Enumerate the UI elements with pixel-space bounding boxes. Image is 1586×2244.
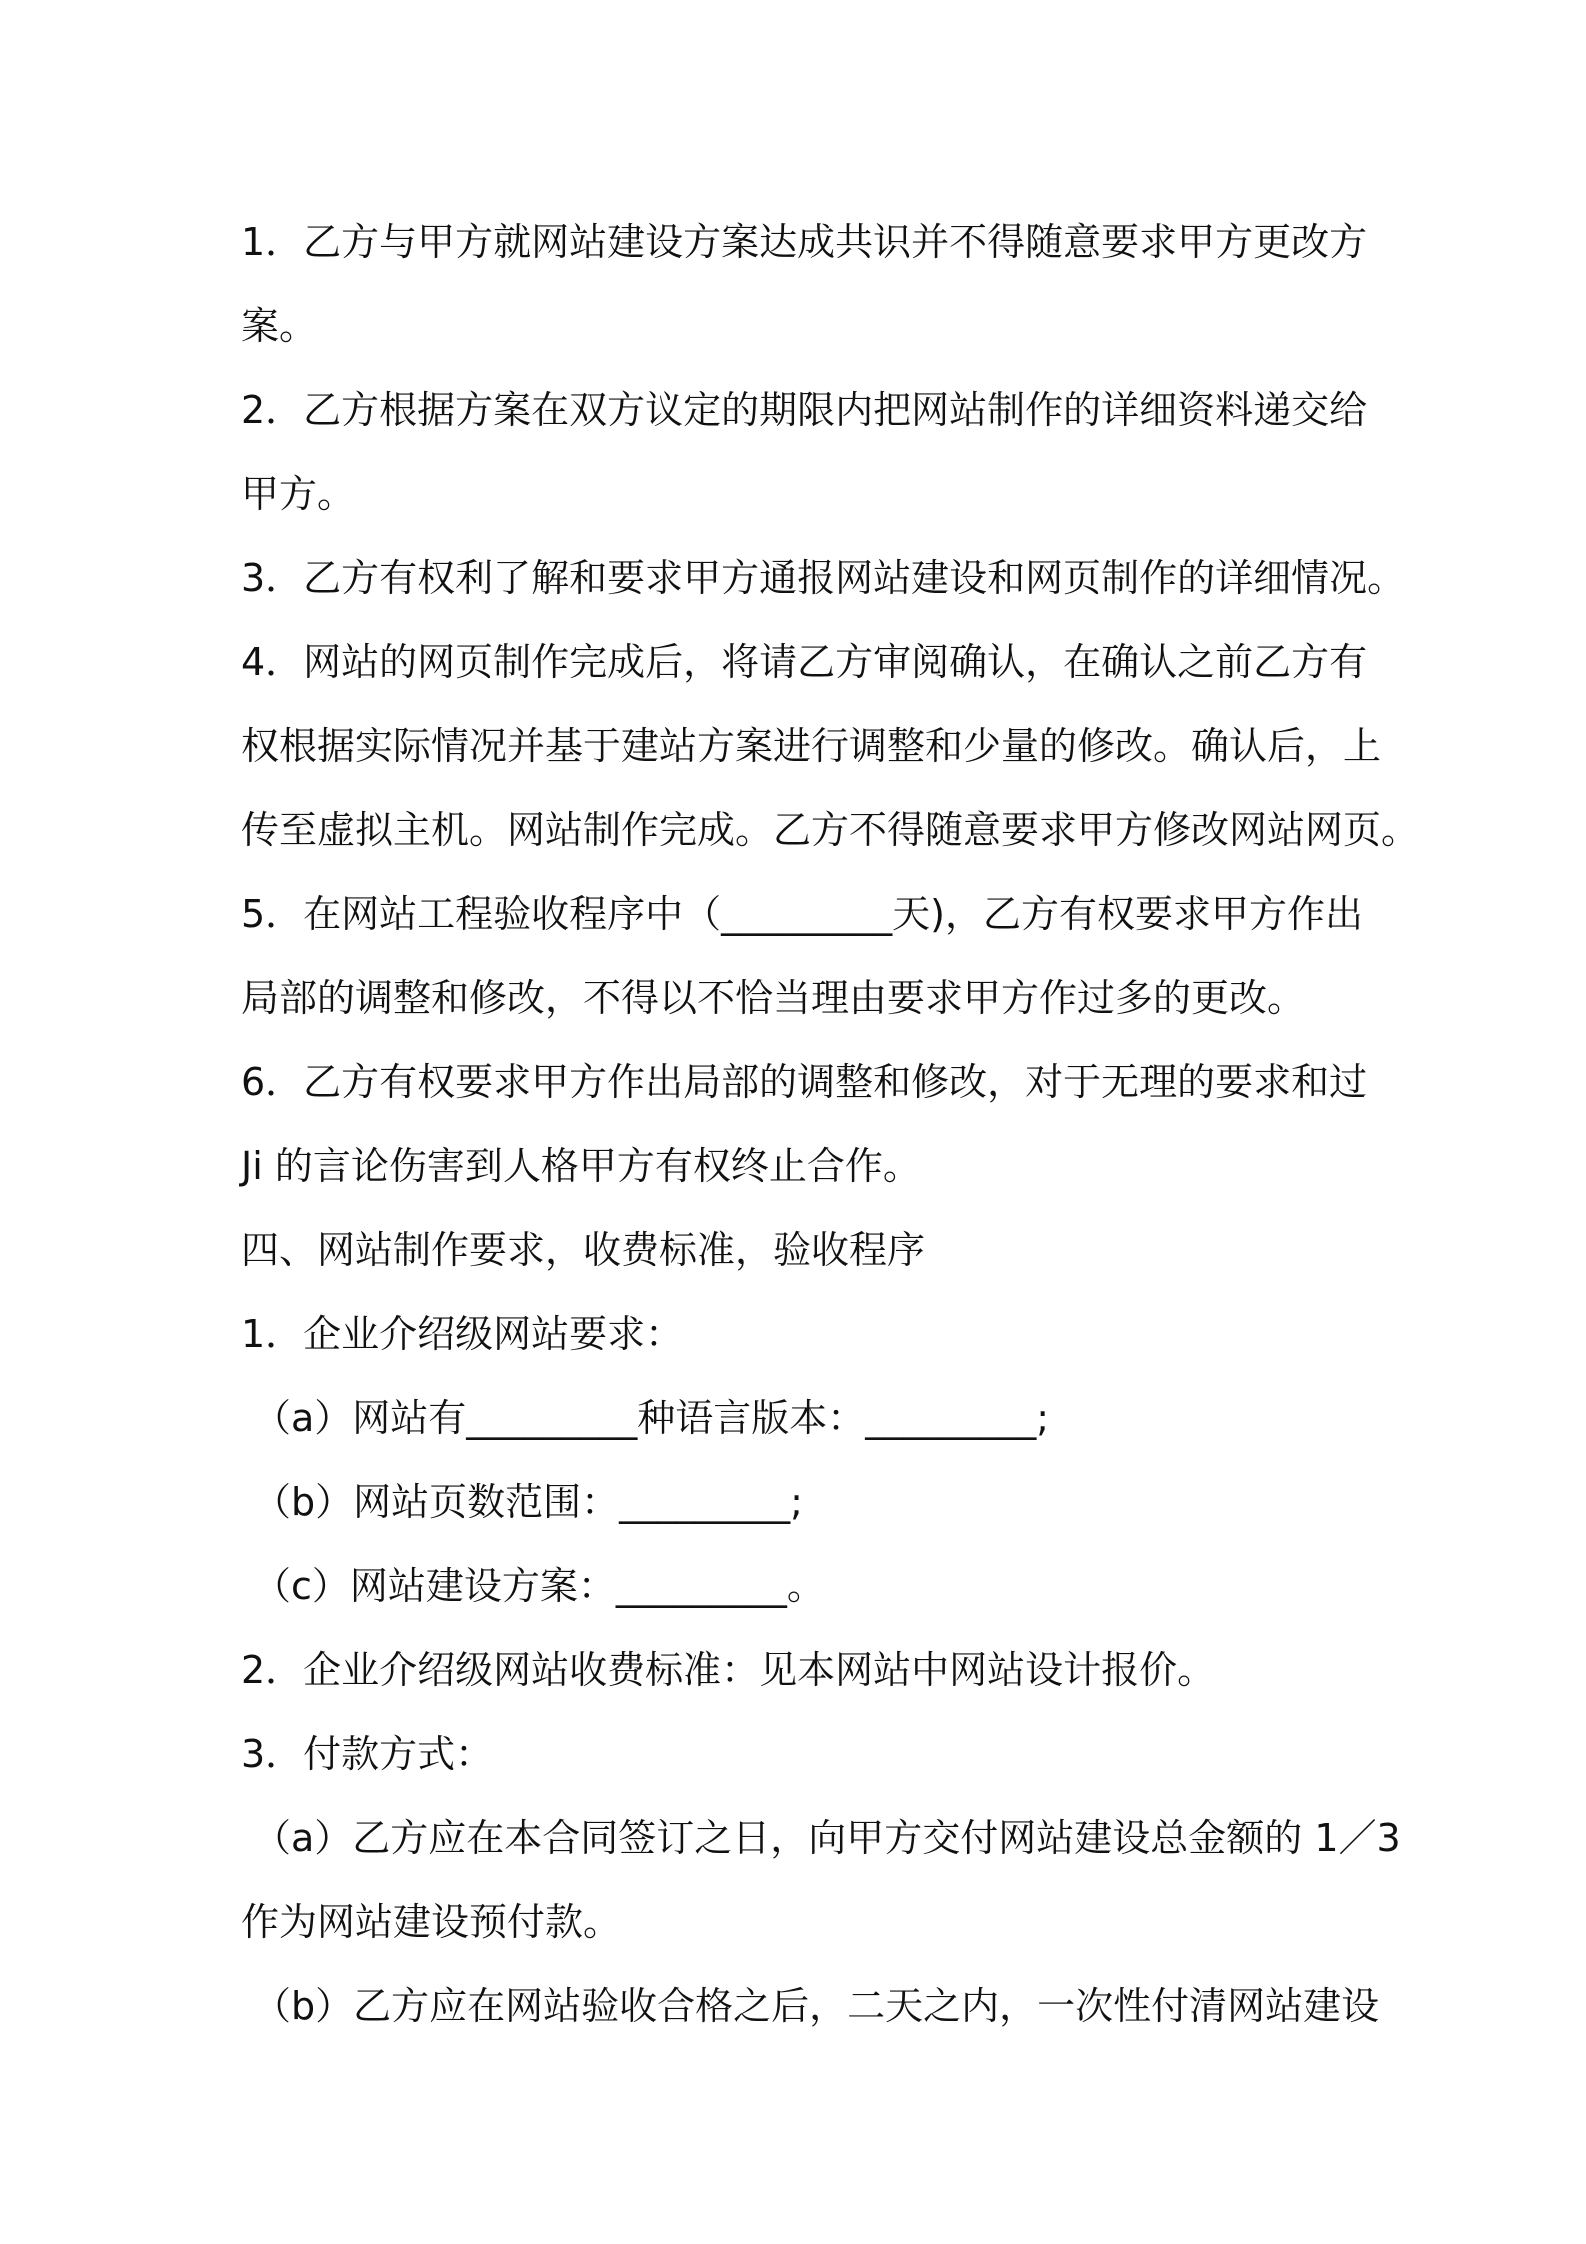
clause-4-line-3: 传至虚拟主机。网站制作完成。乙方不得随意要求甲方修改网站网页。: [241, 808, 1420, 852]
clause-5-line-1: 5．在网站工程验收程序中（_________天)，乙方有权要求甲方作出: [241, 892, 1364, 936]
payment-sub-a-line-1: （a）乙方应在本合同签订之日，向甲方交付网站建设总金额的 1／3: [253, 1816, 1401, 1860]
clause-6-line-2: Ji 的言论伤害到人格甲方有权终止合作。: [241, 1144, 921, 1188]
requirements-sub-c: （c）网站建设方案：_________。: [253, 1564, 825, 1608]
clause-1-line-1: 1．乙方与甲方就网站建设方案达成共识并不得随意要求甲方更改方: [241, 220, 1368, 264]
payment-method-item-3: 3．付款方式：: [241, 1732, 494, 1776]
clause-5-line-2: 局部的调整和修改，不得以不恰当理由要求甲方作过多的更改。: [241, 976, 1306, 1020]
clause-6-line-1: 6．乙方有权要求甲方作出局部的调整和修改，对于无理的要求和过: [241, 1060, 1368, 1104]
clause-3-line-1: 3．乙方有权利了解和要求甲方通报网站建设和网页制作的详细情况。: [241, 556, 1406, 600]
clause-1-line-2: 案。: [241, 304, 318, 348]
clause-2-line-1: 2．乙方根据方案在双方议定的期限内把网站制作的详细资料递交给: [241, 388, 1368, 432]
section-heading-four: 四、网站制作要求，收费标准，验收程序: [241, 1228, 926, 1272]
clause-4-line-2: 权根据实际情况并基于建站方案进行调整和少量的修改。确认后，上: [241, 724, 1382, 768]
payment-sub-b-line-1: （b）乙方应在网站验收合格之后，二天之内，一次性付清网站建设: [253, 1984, 1380, 2028]
payment-sub-a-line-2: 作为网站建设预付款。: [241, 1900, 622, 1944]
requirements-sub-a: （a）网站有_________种语言版本：_________;: [253, 1396, 1050, 1440]
fee-standard-item-2: 2．企业介绍级网站收费标准：见本网站中网站设计报价。: [241, 1648, 1216, 1692]
clause-4-line-1: 4．网站的网页制作完成后，将请乙方审阅确认，在确认之前乙方有: [241, 640, 1368, 684]
clause-2-line-2: 甲方。: [241, 472, 356, 516]
requirements-sub-b: （b）网站页数范围：_________;: [253, 1480, 803, 1524]
requirements-item-1: 1．企业介绍级网站要求：: [241, 1312, 684, 1356]
contract-text-body: [241, 200, 1420, 2048]
